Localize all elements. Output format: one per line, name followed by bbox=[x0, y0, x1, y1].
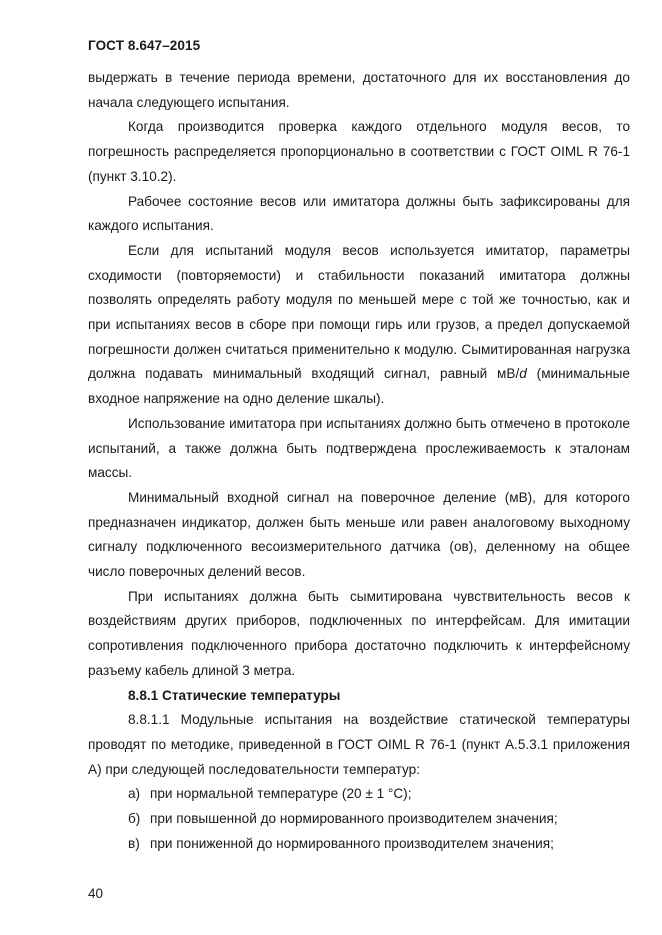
paragraph: Когда производится проверка каждого отдельного модуля весов, то погрешность распределяется пропорционально в соответствии с ГОСТ OIML R 76-1 (пункт 3.10.2). bbox=[88, 119, 630, 184]
list-item bbox=[88, 782, 630, 807]
list-marker: а) bbox=[128, 786, 141, 802]
page-number: 40 bbox=[88, 886, 104, 901]
paragraph: Рабочее состояние весов или имитатора должны быть зафиксированы для каждого испытания. bbox=[88, 193, 630, 234]
list-item-text: при пониженной до нормированного производителем значения; bbox=[150, 835, 554, 851]
list-item-text: при нормальной температуре (20 ± 1 °С); bbox=[150, 786, 412, 802]
paragraph-text: (минимальные входное напряжение на одно деление шкалы). bbox=[88, 366, 630, 407]
paragraph: 8.8.1.1 Модульные испытания на воздействие статической температуры проводят по методике, приведенной в ГОСТ OIML R 76-1 (пункт А.5.3.1 приложения А) при следующей последовательности температур: bbox=[88, 712, 630, 777]
list-marker: б) bbox=[128, 811, 141, 827]
list-item bbox=[88, 807, 630, 832]
paragraph: Минимальный входной сигнал на поверочное деление (мВ), для которого предназначен индикатор, должен быть меньше или равен аналоговому выходному сигналу подключенного весоизмерительного датчика (ов), деленному на общее число поверочных делений весов. bbox=[88, 489, 630, 580]
list-marker: в) bbox=[128, 835, 140, 851]
list-item bbox=[88, 832, 630, 857]
division-symbol: d bbox=[519, 366, 527, 382]
paragraph-text: Если для испытаний модуля весов используется имитатор, параметры сходимости (повторяемости) и стабильности показаний имитатора должны позволять определять работу модуля по меньшей мере с той же точностью, как и при испытаниях весов в сборе при помощи гирь или грузов, а предел допускаемой погрешности должен считаться применительно к модулю. Сымитированная нагрузка должна подавать минимальный входящий сигнал, равный мВ/ bbox=[88, 242, 630, 382]
paragraph-simulator bbox=[88, 239, 630, 412]
list-item-text: при повышенной до нормированного производителем значения; bbox=[150, 811, 558, 827]
page-body bbox=[88, 66, 630, 857]
paragraph: выдержать в течение периода времени, достаточного для их восстановления до начала следующего испытания. bbox=[88, 70, 630, 110]
section-heading: 8.8.1 Статические температуры bbox=[128, 687, 341, 703]
paragraph: При испытаниях должна быть сымитирована чувствительность весов к воздействиям других приборов, подключенных по интерфейсам. Для имитации сопротивления подключенного прибора достаточно подключить к интерфейсному разъему кабель длиной 3 метра. bbox=[88, 588, 630, 678]
document-header: ГОСТ 8.647–2015 bbox=[88, 38, 201, 53]
paragraph: Использование имитатора при испытаниях должно быть отмечено в протоколе испытаний, а также должна быть подтверждена прослеживаемость к эталонам массы. bbox=[88, 415, 630, 481]
